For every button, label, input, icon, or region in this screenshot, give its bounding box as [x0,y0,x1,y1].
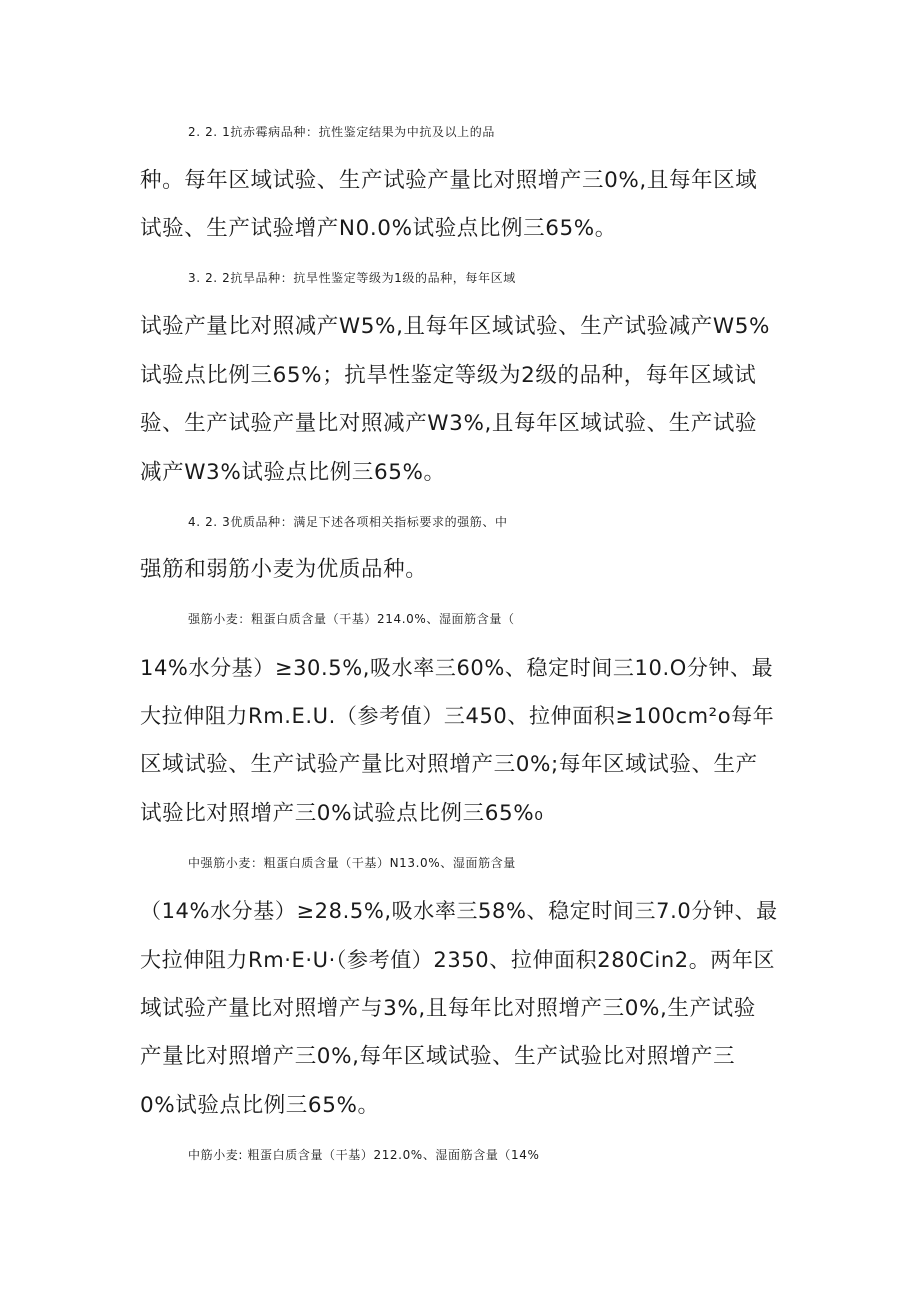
paragraph-6 [140,1131,780,1180]
paragraph-line: 14%水分基）≥30.5%,吸水率三60%、稳定时间三10.O分钟、最 [140,655,774,680]
paragraph-line: 产量比对照增产三0%,每年区域试验、生产试验比对照增产三 [140,1044,736,1070]
paragraph-3 [140,498,780,595]
paragraph-1 [140,108,780,254]
paragraph-line: 减产W3%试验点比例三65%。 [140,459,446,485]
paragraph-line: 种。每年区域试验、生产试验产量比对照增产三0%,且每年区域 [140,167,758,193]
paragraph-2 [140,254,780,498]
paragraph-4 [140,595,780,839]
paragraph-line: 中强筋小麦：粗蛋白质含量（干基）N13.0%、湿面筋含量 [188,855,516,870]
paragraph-5 [140,839,780,1131]
document-body [140,108,780,1179]
paragraph-line: （14%水分基）≥28.5%,吸水率三58%、稳定时间三7.0分钟、最 [140,899,778,924]
paragraph-line: 3. 2. 2抗旱品种：抗旱性鉴定等级为1级的品种，每年区域 [188,271,516,286]
paragraph-line: 试验、生产试验增产N0.0%试验点比例三65%。 [140,216,617,242]
paragraph-line: 强筋小麦：粗蛋白质含量（干基）214.0%、湿面筋含量（ [188,612,515,627]
paragraph-line: 验、生产试验产量比对照减产W3%,且每年区域试验、生产试验 [140,411,758,437]
paragraph-line: 中筋小麦: 粗蛋白质含量（干基）212.0%、湿面筋含量（14% [188,1147,540,1162]
paragraph-line: 试验产量比对照减产W5%,且每年区域试验、生产试验减产W5% [140,313,771,339]
paragraph-line: 区域试验、生产试验产量比对照增产三0%;每年区域试验、生产 [140,752,758,778]
paragraph-line: 4. 2. 3优质品种：满足下述各项相关指标要求的强筋、中 [188,514,508,529]
paragraph-line: 试验点比例三65%；抗旱性鉴定等级为2级的品种，每年区域试 [140,362,757,388]
paragraph-line: 0%试验点比例三65%。 [140,1093,380,1119]
paragraph-line: 大拉伸阻力Rm.E.U.（参考值）三450、拉伸面积≥100cm²o每年 [140,704,775,729]
paragraph-line: 2. 2. 1抗赤霉病品种：抗性鉴定结果为中抗及以上的品 [188,125,495,139]
paragraph-line: 域试验产量比对照增产与3%,且每年比对照增产三0%,生产试验 [140,995,756,1021]
paragraph-line: 强筋和弱筋小麦为优质品种。 [140,557,428,583]
paragraph-line: 试验比对照增产三0%试验点比例三65%₀ [140,800,544,826]
paragraph-line: 大拉伸阻力Rm·E·U·（参考值）2350、拉伸面积280Cin2。两年区 [140,947,776,972]
